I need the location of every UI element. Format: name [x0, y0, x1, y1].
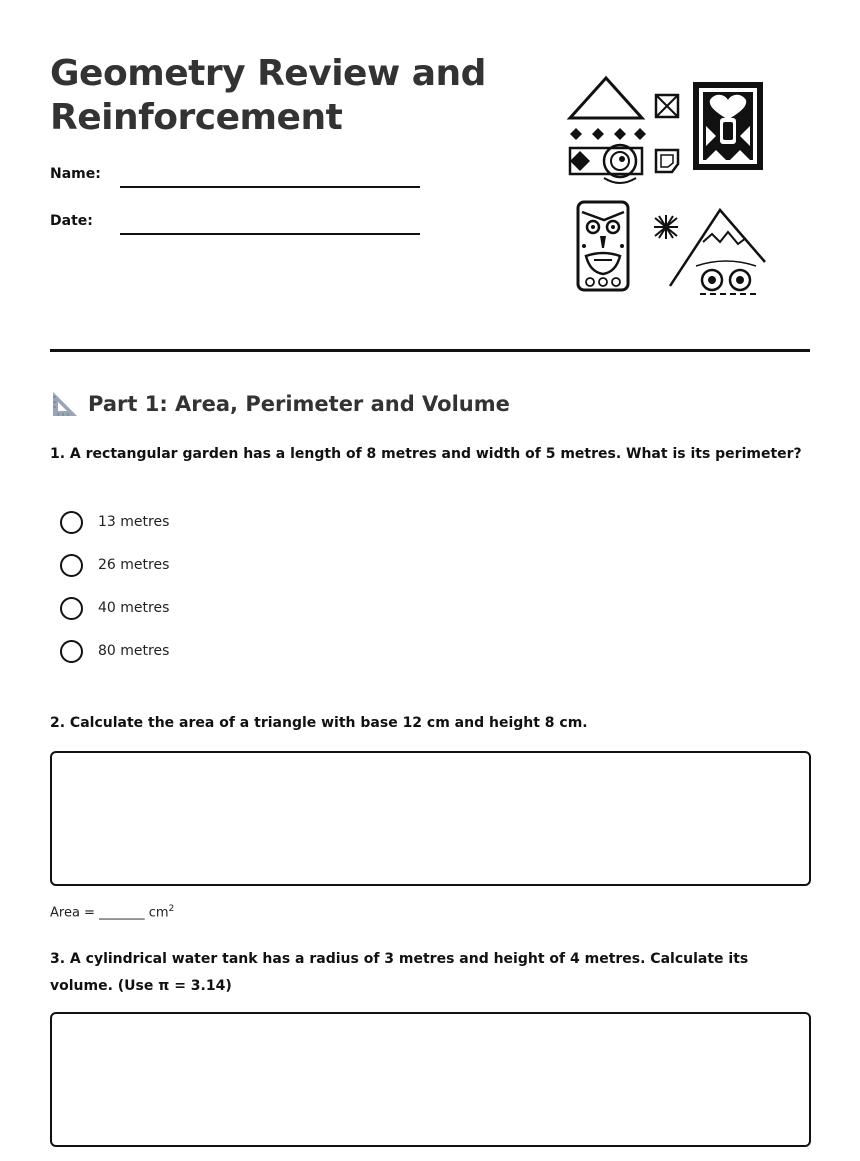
header-divider	[50, 349, 810, 352]
area-unit-exponent: 2	[168, 904, 175, 914]
area-answer-prefix: Area = _______	[50, 905, 149, 921]
radio-button[interactable]	[60, 554, 83, 577]
section-title: Part 1: Area, Perimeter and Volume	[88, 392, 510, 416]
q1-option-a[interactable]	[60, 509, 169, 535]
radio-button[interactable]	[60, 640, 83, 663]
option-label: 80 metres	[98, 643, 170, 659]
q1-option-d[interactable]	[60, 638, 169, 664]
q1-option-b[interactable]	[60, 552, 169, 578]
maori-pattern-illustration	[560, 70, 780, 305]
radio-button[interactable]	[60, 511, 83, 534]
q2-area-answer	[50, 904, 174, 920]
q3-answer-box[interactable]	[50, 1012, 811, 1147]
name-label: Name:	[50, 166, 101, 182]
question-1: 1. A rectangular garden has a length of 8 metres and width of 5 metres. What is its perimeter?	[50, 446, 802, 462]
radio-button[interactable]	[60, 597, 83, 620]
name-field[interactable]	[120, 186, 420, 188]
q1-option-c[interactable]	[60, 595, 169, 621]
option-label: 13 metres	[98, 514, 170, 530]
worksheet-title: Geometry Review and Reinforcement	[50, 53, 486, 138]
option-label: 26 metres	[98, 557, 170, 573]
area-unit: cm	[148, 905, 169, 921]
section-heading-part1	[50, 388, 510, 420]
question-3: 3. A cylindrical water tank has a radius of 3 metres and height of 4 metres. Calculate its volume. (Use π = 3.14)	[50, 951, 749, 994]
set-square-icon	[50, 389, 80, 419]
q2-answer-box[interactable]	[50, 751, 811, 886]
date-field[interactable]	[120, 233, 420, 235]
date-label: Date:	[50, 213, 93, 229]
question-2: 2. Calculate the area of a triangle with base 12 cm and height 8 cm.	[50, 715, 588, 731]
option-label: 40 metres	[98, 600, 170, 616]
